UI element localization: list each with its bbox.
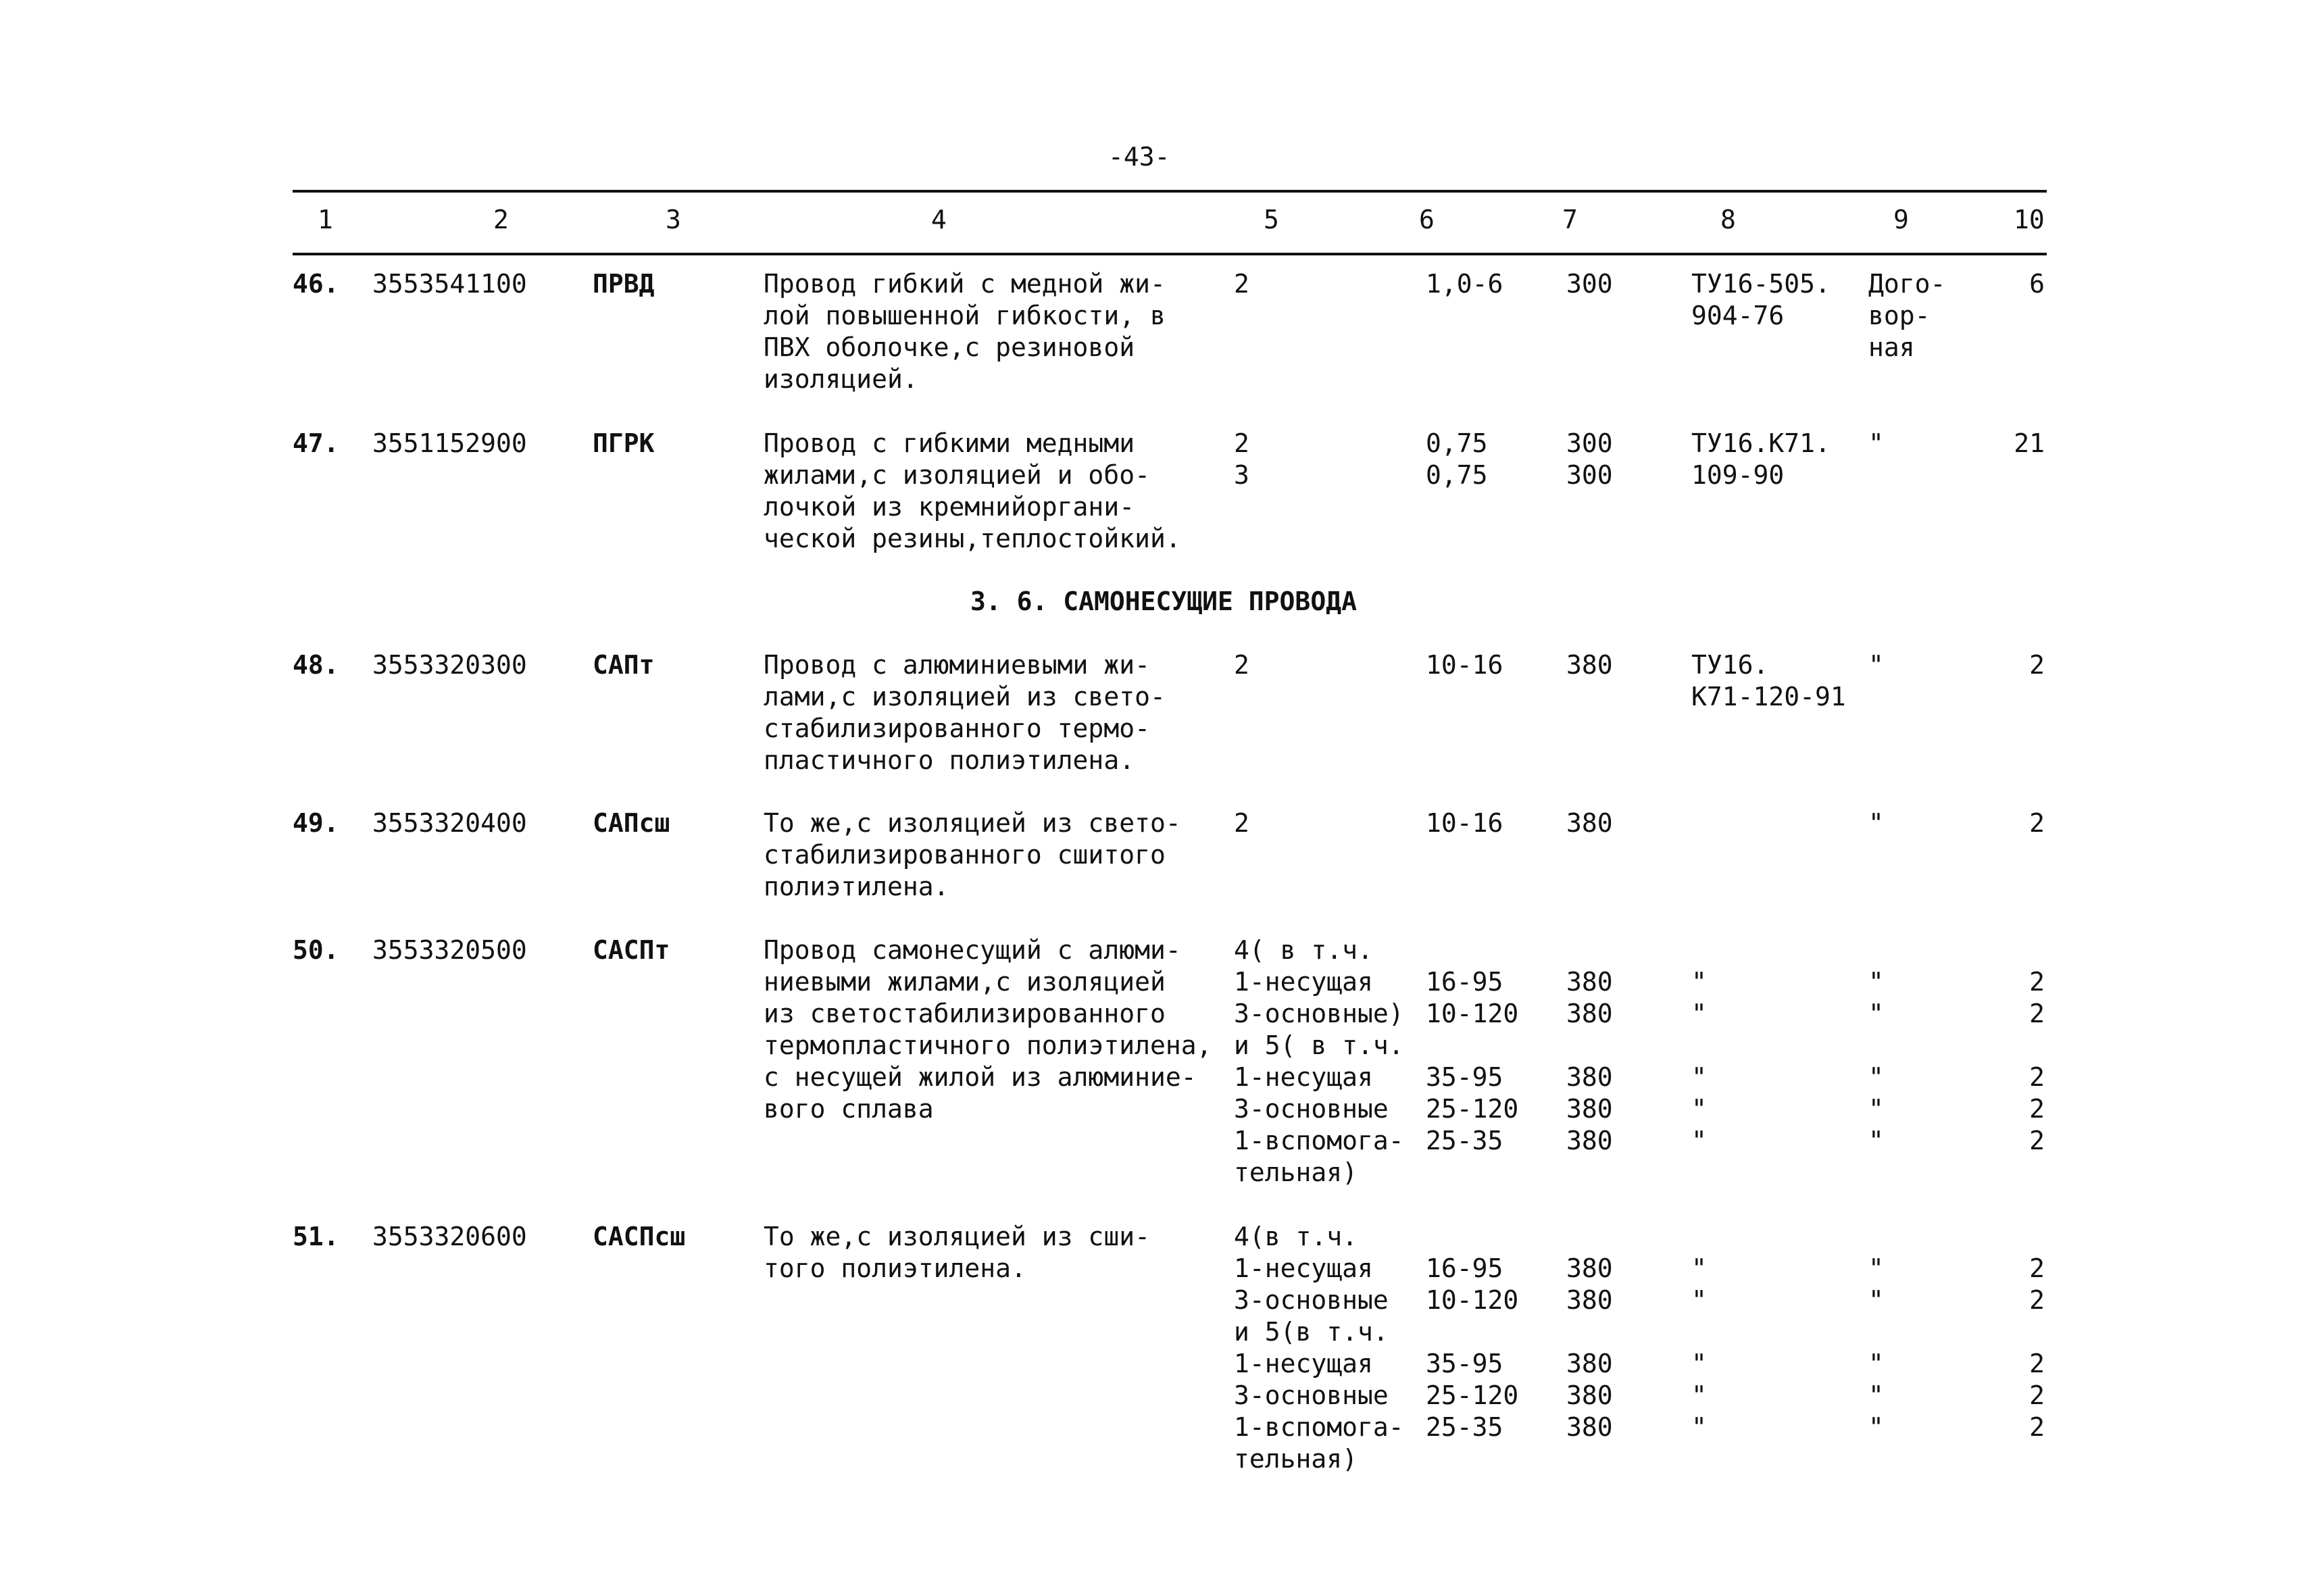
product-code: 3551152900 — [372, 428, 527, 458]
cell-c7: 300 — [1566, 269, 1613, 299]
cell-c9: ная — [1868, 332, 1915, 362]
cell-c9: вор- — [1868, 301, 1931, 330]
column-header-5: 5 — [1264, 205, 1279, 234]
cell-c8: 904-76 — [1691, 301, 1785, 330]
cell-c8: " — [1691, 1126, 1707, 1155]
cell-c9: " — [1868, 1349, 1884, 1378]
cell-c10: 2 — [2029, 1253, 2045, 1283]
cell-c10: 2 — [2029, 1285, 2045, 1315]
description-line: Провод с гибкими медными — [764, 428, 1135, 458]
row-number: 47. — [293, 428, 339, 458]
wire-mark: САПт — [593, 650, 655, 680]
description-line: стабилизированного сшитого — [764, 840, 1166, 870]
cell-c5: 3-основные — [1234, 1094, 1389, 1124]
cell-c10: 21 — [2014, 428, 2045, 458]
description-line: того полиэтилена. — [764, 1253, 1026, 1283]
header-bottom-rule — [293, 253, 2047, 255]
cell-c6: 16-95 — [1426, 967, 1503, 997]
cell-c5: тельная) — [1234, 1157, 1358, 1187]
description-line: термопластичного полиэтилена, — [764, 1030, 1212, 1060]
cell-c5: и 5( в т.ч. — [1234, 1030, 1404, 1060]
column-header-4: 4 — [931, 205, 947, 234]
row-number: 48. — [293, 650, 339, 680]
product-code: 3553320400 — [372, 808, 527, 838]
wire-mark: ПРВД — [593, 269, 655, 299]
cell-c7: 380 — [1566, 808, 1613, 838]
cell-c8: " — [1691, 1253, 1707, 1283]
cell-c5: 3 — [1234, 460, 1249, 490]
description-line: ниевыми жилами,с изоляцией — [764, 967, 1166, 997]
cell-c6: 16-95 — [1426, 1253, 1503, 1283]
row-number: 51. — [293, 1222, 339, 1251]
cell-c9: " — [1868, 1094, 1884, 1124]
cell-c9: " — [1868, 1062, 1884, 1092]
cell-c7: 380 — [1566, 1412, 1613, 1442]
description-line: жилами,с изоляцией и обо- — [764, 460, 1150, 490]
cell-c5: 3-основные) — [1234, 999, 1404, 1028]
cell-c9: " — [1868, 808, 1884, 838]
header-top-rule — [293, 190, 2047, 193]
cell-c8: ТУ16.К71. — [1691, 428, 1831, 458]
cell-c6: 25-120 — [1426, 1380, 1519, 1410]
cell-c7: 380 — [1566, 967, 1613, 997]
description-line: ческой резины,теплостойкий. — [764, 524, 1181, 553]
cell-c10: 2 — [2029, 1094, 2045, 1124]
description-line: лами,с изоляцией из свето- — [764, 682, 1166, 712]
cell-c5: и 5(в т.ч. — [1234, 1317, 1389, 1347]
cell-c6: 10-16 — [1426, 650, 1503, 680]
cell-c5: 1-вспомога- — [1234, 1412, 1404, 1442]
cell-c5: 2 — [1234, 269, 1249, 299]
cell-c6: 10-16 — [1426, 808, 1503, 838]
cell-c7: 380 — [1566, 1126, 1613, 1155]
cell-c10: 2 — [2029, 967, 2045, 997]
section-title: 3. 6. САМОНЕСУЩИЕ ПРОВОДА — [970, 587, 1357, 616]
cell-c5: 3-основные — [1234, 1285, 1389, 1315]
row-number: 49. — [293, 808, 339, 838]
cell-c6: 25-35 — [1426, 1126, 1503, 1155]
cell-c5: тельная) — [1234, 1444, 1358, 1474]
cell-c8: ТУ16-505. — [1691, 269, 1831, 299]
wire-mark: САСПсш — [593, 1222, 686, 1251]
cell-c9: " — [1868, 1126, 1884, 1155]
cell-c5: 2 — [1234, 808, 1249, 838]
cell-c9: " — [1868, 650, 1884, 680]
cell-c5: 4(в т.ч. — [1234, 1222, 1358, 1251]
cell-c7: 300 — [1566, 428, 1613, 458]
cell-c7: 380 — [1566, 1349, 1613, 1378]
cell-c10: 2 — [2029, 1412, 2045, 1442]
cell-c10: 2 — [2029, 1380, 2045, 1410]
description-line: лой повышенной гибкости, в — [764, 301, 1166, 330]
cell-c7: 380 — [1566, 650, 1613, 680]
cell-c6: 10-120 — [1426, 1285, 1519, 1315]
cell-c5: 4( в т.ч. — [1234, 935, 1373, 965]
cell-c8: " — [1691, 1412, 1707, 1442]
cell-c8: " — [1691, 1094, 1707, 1124]
cell-c6: 1,0-6 — [1426, 269, 1503, 299]
description-line: лочкой из кремнийоргани- — [764, 492, 1135, 522]
cell-c9: " — [1868, 999, 1884, 1028]
cell-c5: 1-несущая — [1234, 967, 1373, 997]
product-code: 3553320600 — [372, 1222, 527, 1251]
description-line: с несущей жилой из алюминие- — [764, 1062, 1197, 1092]
cell-c5: 1-вспомога- — [1234, 1126, 1404, 1155]
column-header-3: 3 — [666, 205, 681, 234]
cell-c8: ТУ16. — [1691, 650, 1769, 680]
cell-c8: " — [1691, 1062, 1707, 1092]
cell-c6: 0,75 — [1426, 428, 1488, 458]
cell-c8: " — [1691, 1285, 1707, 1315]
cell-c7: 300 — [1566, 460, 1613, 490]
cell-c5: 1-несущая — [1234, 1253, 1373, 1283]
cell-c7: 380 — [1566, 999, 1613, 1028]
description-line: вого сплава — [764, 1094, 934, 1124]
cell-c8: " — [1691, 1380, 1707, 1410]
cell-c9: " — [1868, 967, 1884, 997]
row-number: 50. — [293, 935, 339, 965]
description-line: стабилизированного термо- — [764, 714, 1150, 743]
wire-mark: САПсш — [593, 808, 670, 838]
description-line: Провод самонесущий с алюми- — [764, 935, 1181, 965]
cell-c5: 1-несущая — [1234, 1349, 1373, 1378]
cell-c6: 10-120 — [1426, 999, 1519, 1028]
description-line: ПВХ оболочке,с резиновой — [764, 332, 1135, 362]
description-line: То же,с изоляцией из сши- — [764, 1222, 1150, 1251]
cell-c6: 25-35 — [1426, 1412, 1503, 1442]
description-line: пластичного полиэтилена. — [764, 745, 1135, 775]
cell-c8: " — [1691, 999, 1707, 1028]
column-header-1: 1 — [318, 205, 333, 234]
description-line: из светостабилизированного — [764, 999, 1166, 1028]
cell-c7: 380 — [1566, 1285, 1613, 1315]
column-header-6: 6 — [1419, 205, 1435, 234]
column-header-7: 7 — [1562, 205, 1578, 234]
description-line: Провод с алюминиевыми жи- — [764, 650, 1150, 680]
cell-c9: " — [1868, 1412, 1884, 1442]
description-line: То же,с изоляцией из свето- — [764, 808, 1181, 838]
product-code: 3553541100 — [372, 269, 527, 299]
wire-mark: САСПт — [593, 935, 670, 965]
cell-c10: 2 — [2029, 650, 2045, 680]
cell-c8: 109-90 — [1691, 460, 1785, 490]
cell-c8: " — [1691, 1349, 1707, 1378]
cell-c5: 2 — [1234, 650, 1249, 680]
cell-c8: " — [1691, 967, 1707, 997]
description-line: изоляцией. — [764, 364, 918, 394]
cell-c10: 2 — [2029, 1126, 2045, 1155]
cell-c9: " — [1868, 428, 1884, 458]
cell-c7: 380 — [1566, 1253, 1613, 1283]
cell-c6: 0,75 — [1426, 460, 1488, 490]
cell-c5: 2 — [1234, 428, 1249, 458]
column-header-2: 2 — [493, 205, 509, 234]
description-line: полиэтилена. — [764, 872, 949, 901]
column-header-9: 9 — [1893, 205, 1909, 234]
cell-c10: 6 — [2029, 269, 2045, 299]
cell-c6: 35-95 — [1426, 1062, 1503, 1092]
row-number: 46. — [293, 269, 339, 299]
column-header-10: 10 — [2014, 205, 2045, 234]
description-line: Провод гибкий с медной жи- — [764, 269, 1166, 299]
cell-c5: 1-несущая — [1234, 1062, 1373, 1092]
wire-mark: ПГРК — [593, 428, 655, 458]
product-code: 3553320300 — [372, 650, 527, 680]
cell-c6: 25-120 — [1426, 1094, 1519, 1124]
cell-c9: " — [1868, 1253, 1884, 1283]
cell-c9: " — [1868, 1380, 1884, 1410]
cell-c10: 2 — [2029, 1062, 2045, 1092]
cell-c5: 3-основные — [1234, 1380, 1389, 1410]
cell-c10: 2 — [2029, 1349, 2045, 1378]
page-number: -43- — [1108, 142, 1170, 172]
cell-c10: 2 — [2029, 999, 2045, 1028]
cell-c7: 380 — [1566, 1380, 1613, 1410]
cell-c6: 35-95 — [1426, 1349, 1503, 1378]
cell-c10: 2 — [2029, 808, 2045, 838]
cell-c7: 380 — [1566, 1094, 1613, 1124]
cell-c7: 380 — [1566, 1062, 1613, 1092]
column-header-8: 8 — [1720, 205, 1736, 234]
cell-c8: К71-120-91 — [1691, 682, 1846, 712]
product-code: 3553320500 — [372, 935, 527, 965]
cell-c9: " — [1868, 1285, 1884, 1315]
cell-c9: Дого- — [1868, 269, 1946, 299]
